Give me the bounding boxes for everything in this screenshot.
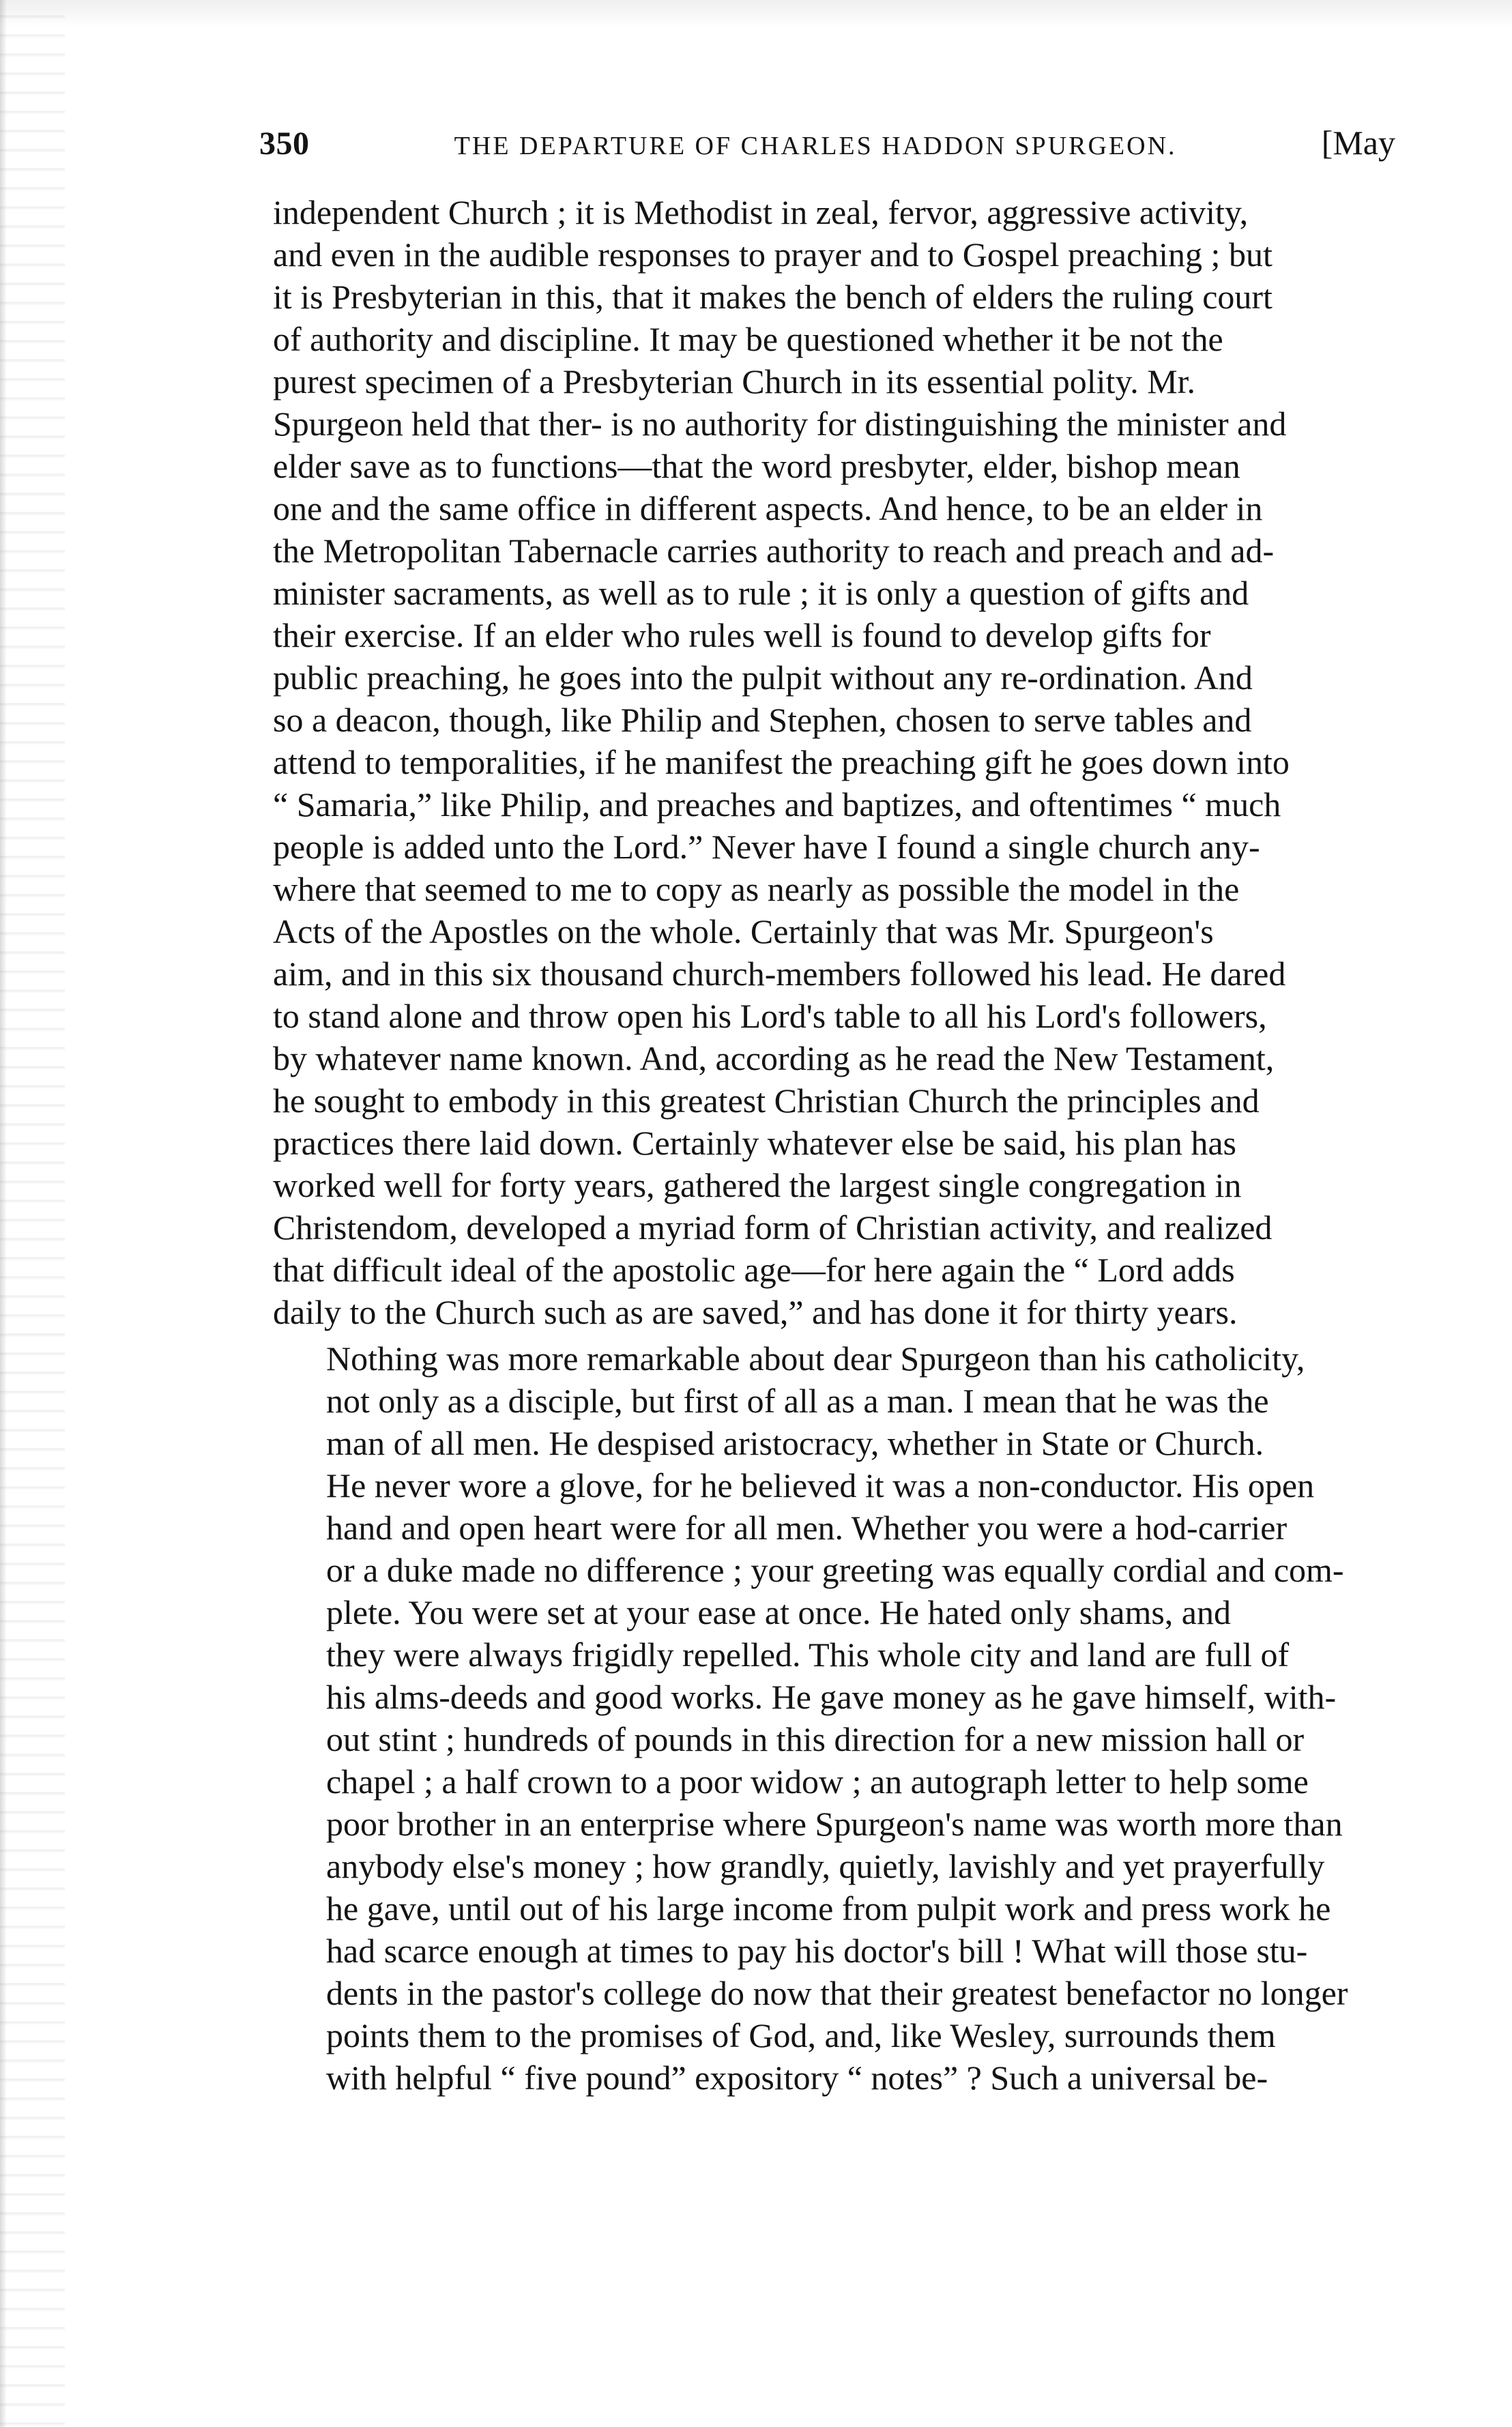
text-line: plete. You were set at your ease at once. He hated only shams, and <box>326 1593 1232 1631</box>
text-line: not only as a disciple, but first of all as a man. I mean that he was the <box>326 1382 1269 1420</box>
document-body <box>273 191 1399 2361</box>
text-line: it is Presbyterian in this, that it makes the bench of elders the ruling court <box>273 278 1273 316</box>
binding-edge-shadow <box>0 0 65 2427</box>
text-line: He never wore a glove, for he believed it was a non-conductor. His open <box>326 1466 1315 1505</box>
text-line: attend to temporalities, if he manifest the preaching gift he goes down into <box>273 743 1290 781</box>
text-line: that difficult ideal of the apostolic age—for here again the “ Lord adds <box>273 1251 1235 1289</box>
text-line: or a duke made no difference ; your greeting was equally cordial and com- <box>326 1551 1344 1589</box>
header-month: [May <box>1321 123 1395 162</box>
text-line: purest specimen of a Presbyterian Church in its essential polity. Mr. <box>273 362 1196 401</box>
text-line: Spurgeon held that ther- is no authority for distinguishing the minister and <box>273 405 1287 443</box>
text-line: independent Church ; it is Methodist in zeal, fervor, aggressive activity, <box>273 193 1249 231</box>
text-line: by whatever name known. And, according as he read the New Testament, <box>273 1039 1275 1077</box>
text-line: “ Samaria,” like Philip, and preaches and baptizes, and oftentimes “ much <box>273 785 1281 824</box>
paragraph-2 <box>273 1337 1399 2099</box>
text-line: where that seemed to me to copy as nearly as possible the model in the <box>273 870 1240 908</box>
text-line: he sought to embody in this greatest Christian Church the principles and <box>273 1081 1260 1120</box>
text-line: Nothing was more remarkable about dear Spurgeon than his catholicity, <box>326 1339 1305 1378</box>
text-line: he gave, until out of his large income from pulpit work and press work he <box>326 1889 1331 1928</box>
text-line: out stint ; hundreds of pounds in this direction for a new mission hall or <box>326 1720 1305 1758</box>
text-line: people is added unto the Lord.” Never have I found a single church any- <box>273 828 1260 866</box>
text-line: one and the same office in different aspects. And hence, to be an elder in <box>273 489 1263 527</box>
text-line: his alms-deeds and good works. He gave money as he gave himself, with- <box>326 1678 1337 1716</box>
text-line: poor brother in an enterprise where Spurgeon's name was worth more than <box>326 1805 1343 1843</box>
text-line: they were always frigidly repelled. This whole city and land are full of <box>326 1636 1290 1674</box>
text-line: minister sacraments, as well as to rule ; it is only a question of gifts and <box>273 574 1249 612</box>
text-line: man of all men. He despised aristocracy, whether in State or Church. <box>326 1424 1264 1462</box>
text-line: so a deacon, though, like Philip and Stephen, chosen to serve tables and <box>273 701 1252 739</box>
text-line: chapel ; a half crown to a poor widow ; an autograph letter to help some <box>326 1762 1309 1801</box>
text-line: their exercise. If an elder who rules well is found to develop gifts for <box>273 616 1211 654</box>
running-title: THE DEPARTURE OF CHARLES HADDON SPURGEON. <box>454 132 1177 160</box>
text-line: anybody else's money ; how grandly, quietly, lavishly and yet prayerfully <box>326 1847 1325 1885</box>
text-line: and even in the audible responses to prayer and to Gospel preaching ; but <box>273 235 1273 274</box>
text-line: had scarce enough at times to pay his doctor's bill ! What will those stu- <box>326 1932 1308 1970</box>
text-line: of authority and discipline. It may be questioned whether it be not the <box>273 320 1223 358</box>
page-top-shadow <box>0 0 1512 27</box>
text-line: daily to the Church such as are saved,” and has done it for thirty years. <box>273 1293 1238 1331</box>
page-number: 350 <box>259 126 310 162</box>
text-line: Acts of the Apostles on the whole. Certainly that was Mr. Spurgeon's <box>273 912 1214 950</box>
text-line: public preaching, he goes into the pulpit without any re-ordination. And <box>273 658 1253 697</box>
page-header <box>259 123 1395 177</box>
text-line: Christendom, developed a myriad form of Christian activity, and realized <box>273 1208 1273 1247</box>
text-line: to stand alone and throw open his Lord's table to all his Lord's followers, <box>273 997 1267 1035</box>
text-line: with helpful “ five pound” expository “ notes” ? Such a universal be- <box>326 2059 1268 2097</box>
text-line: dents in the pastor's college do now that their greatest benefactor no longer <box>326 1974 1348 2012</box>
paragraph-1 <box>273 191 1399 1333</box>
text-line: the Metropolitan Tabernacle carries authority to reach and preach and ad- <box>273 532 1275 570</box>
text-line: elder save as to functions—that the word presbyter, elder, bishop mean <box>273 447 1240 485</box>
text-line: practices there laid down. Certainly whatever else be said, his plan has <box>273 1124 1237 1162</box>
text-line: aim, and in this six thousand church-members followed his lead. He dared <box>273 955 1286 993</box>
text-line: worked well for forty years, gathered the largest single congregation in <box>273 1166 1242 1204</box>
text-line: hand and open heart were for all men. Whether you were a hod-carrier <box>326 1509 1288 1547</box>
text-line: points them to the promises of God, and, like Wesley, surrounds them <box>326 2016 1276 2054</box>
